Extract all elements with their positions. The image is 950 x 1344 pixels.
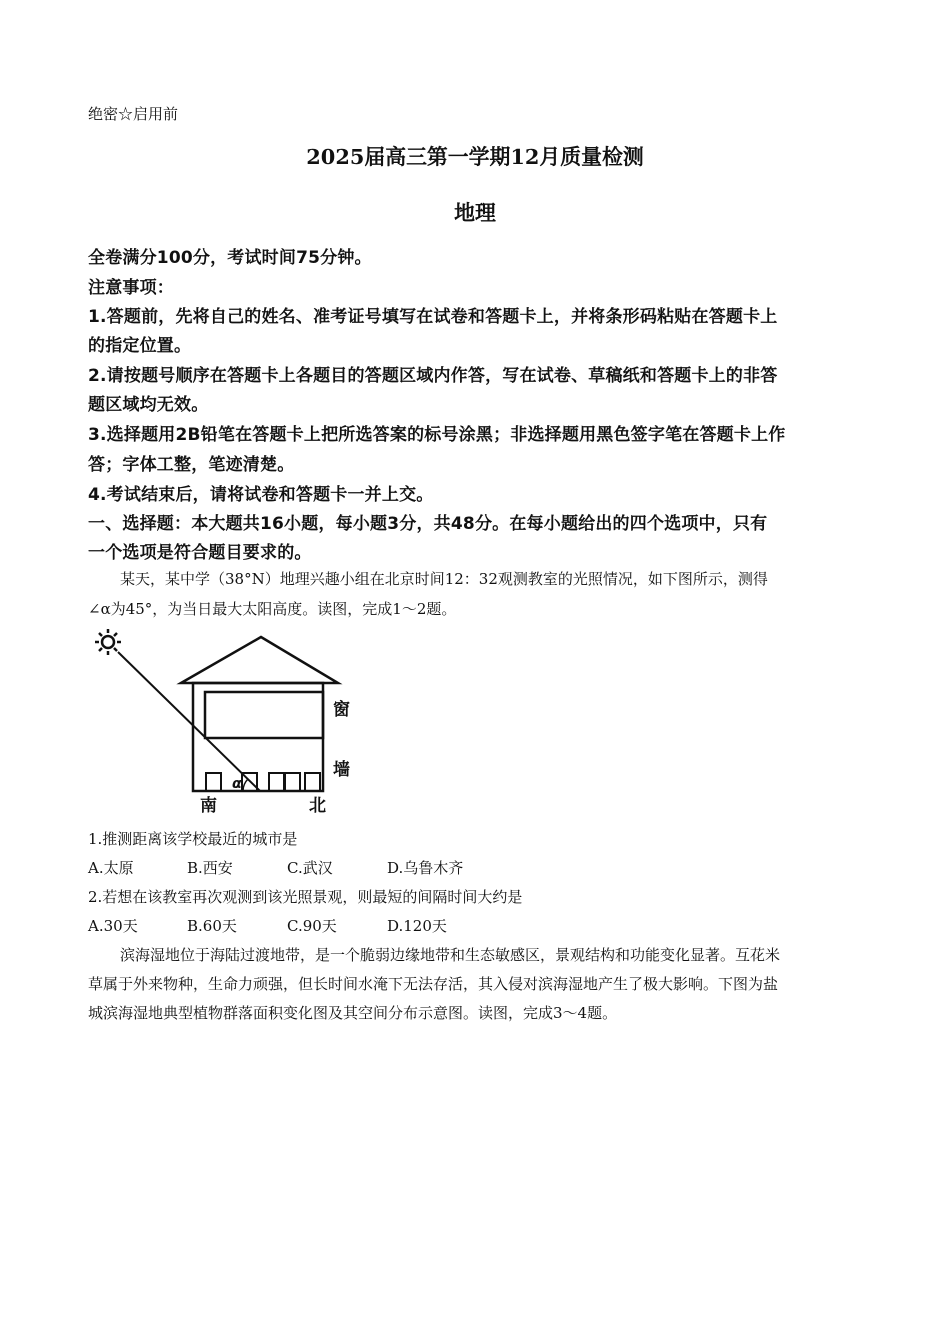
passage-1-line-1: 某天，某中学（38°N）地理兴趣小组在北京时间12：32观测教室的光照情况，如下图所示，测得 xyxy=(120,570,768,588)
question-2-option-b: B.60天 xyxy=(187,917,237,935)
notice-item-1-line-2: 的指定位置。 xyxy=(88,336,192,356)
question-1-stem: 1.推测距离该学校最近的城市是 xyxy=(88,830,298,848)
desk xyxy=(285,773,300,791)
passage-2-line-1: 滨海湿地位于海陆过渡地带，是一个脆弱边缘地带和生态敏感区，景观结构和功能变化显著。互花米 xyxy=(120,946,781,964)
wall-label: 墙 xyxy=(333,760,350,780)
window-frame xyxy=(205,692,323,738)
passage-1-line-2: ∠α为45°，为当日最大太阳高度。读图，完成1～2题。 xyxy=(88,600,457,618)
passage-2-line-2: 草属于外来物种，生命力顽强，但长时间水淹下无法存活，其入侵对滨海湿地产生了极大影响。下图为盐 xyxy=(88,975,779,993)
alpha-angle-arc xyxy=(243,779,248,791)
secret-label: 绝密☆启用前 xyxy=(88,105,179,123)
notice-item-3-line-1: 3.选择题用2B铅笔在答题卡上把所选答案的标号涂黑；非选择题用黑色签字笔在答题卡上作 xyxy=(88,425,786,445)
question-2-option-c: C.90天 xyxy=(287,917,337,935)
notice-item-2-line-2: 题区域均无效。 xyxy=(88,395,209,415)
question-1-option-a: A.太原 xyxy=(88,859,134,877)
exam-title: 2025届高三第一学期12月质量检测 xyxy=(306,144,644,169)
score-time: 全卷满分100分，考试时间75分钟。 xyxy=(88,248,372,268)
roof xyxy=(181,637,338,683)
passage-2-line-3: 城滨海湿地典型植物群落面积变化图及其空间分布示意图。读图，完成3～4题。 xyxy=(88,1004,618,1022)
question-2-option-d: D.120天 xyxy=(387,917,447,935)
south-label: 南 xyxy=(200,796,217,816)
notice-item-3-line-2: 答；字体工整，笔迹清楚。 xyxy=(88,455,295,475)
notice-heading: 注意事项： xyxy=(88,278,174,298)
question-1-option-b: B.西安 xyxy=(187,859,233,877)
question-1-option-d: D.乌鲁木齐 xyxy=(387,859,464,877)
subject-title: 地理 xyxy=(454,200,496,225)
question-2-stem: 2.若想在该教室再次观测到该光照景观，则最短的间隔时间大约是 xyxy=(88,888,523,906)
desk xyxy=(206,773,221,791)
sun-ray xyxy=(118,652,260,791)
notice-item-1-line-1: 1.答题前，先将自己的姓名、准考证号填写在试卷和答题卡上，并将条形码粘贴在答题卡上 xyxy=(88,307,778,327)
desk xyxy=(305,773,320,791)
north-label: 北 xyxy=(309,796,326,816)
window-label: 窗 xyxy=(333,700,350,720)
section-heading-line-2: 一个选项是符合题目要求的。 xyxy=(88,543,312,563)
desk xyxy=(269,773,284,791)
classroom-sunlight-diagram xyxy=(88,620,368,820)
question-2-option-a: A.30天 xyxy=(88,917,138,935)
sun-icon xyxy=(95,629,121,655)
section-heading-line-1: 一、选择题：本大题共16小题，每小题3分，共48分。在每小题给出的四个选项中，只有 xyxy=(88,514,768,534)
notice-item-4: 4.考试结束后，请将试卷和答题卡一并上交。 xyxy=(88,485,434,505)
alpha-label: α xyxy=(232,776,242,792)
question-1-option-c: C.武汉 xyxy=(287,859,333,877)
notice-item-2-line-1: 2.请按题号顺序在答题卡上各题目的答题区域内作答，写在试卷、草稿纸和答题卡上的非答 xyxy=(88,366,778,386)
